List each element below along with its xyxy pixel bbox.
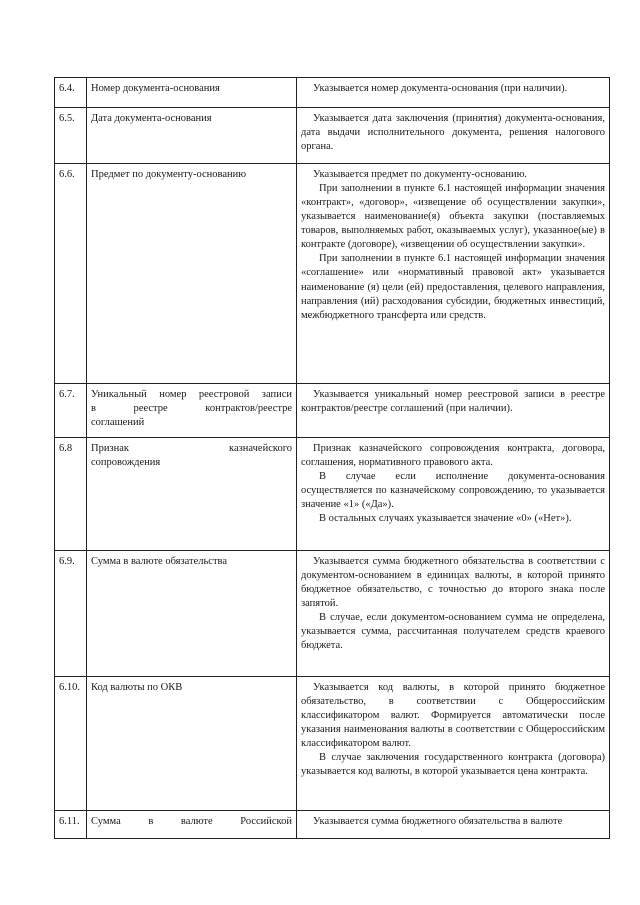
row-number: 6.6. <box>55 164 87 384</box>
field-description <box>297 384 610 438</box>
field-description <box>297 811 610 839</box>
row-number: 6.9. <box>55 551 87 677</box>
table-row <box>55 438 610 551</box>
field-name-line: соглашений <box>91 417 145 429</box>
description-paragraph: При заполнении в пункте 6.1 настоящей информации значения «соглашение» или «нормативный правовой акт» указывается наименование (я) цели (ей) предоставления, целевого направления, направления (ий) расходования субсидии, бюджетных инвестиций, межбюджетного трансферта или средств. <box>301 253 605 321</box>
description-paragraph: Указывается дата заключения (принятия) документа-основания, дата выдачи исполнительного документа, решения налогового органа. <box>301 113 605 153</box>
table-row <box>55 108 610 164</box>
description-paragraph: При заполнении в пункте 6.1 настоящей информации значения «контракт», «договор», «извещение об осуществлении закупки», указывается наименование(я) объекта закупки (поставляемых товаров, выполняемых работ, оказываемых услуг), указанное(ые) в контракте (договоре), «извещении об осуществлении закупки». <box>301 183 605 251</box>
field-name <box>87 438 297 551</box>
description-paragraph: Признак казначейского сопровождения контракта, договора, соглашения, нормативного правового акта. <box>301 443 605 469</box>
row-number: 6.8 <box>55 438 87 551</box>
description-paragraph: В остальных случаях указывается значение «0» («Нет»). <box>319 513 572 525</box>
field-name <box>87 811 297 839</box>
row-number: 6.5. <box>55 108 87 164</box>
description-paragraph: В случае если исполнение документа-основания осуществляется по казначейскому сопровождению, то указывается значение «1» («Да»). <box>301 471 605 511</box>
field-description <box>297 164 610 384</box>
field-name: Номер документа-основания <box>87 78 297 108</box>
field-description <box>297 78 610 108</box>
table-row <box>55 384 610 438</box>
field-description <box>297 551 610 677</box>
row-number: 6.11. <box>55 811 87 839</box>
table-row <box>55 78 610 108</box>
field-name-line: сопровождения <box>91 457 161 469</box>
field-description-table <box>54 77 610 839</box>
row-number: 6.4. <box>55 78 87 108</box>
table-row <box>55 677 610 811</box>
description-paragraph: Указывается предмет по документу-основанию. <box>313 169 528 180</box>
description-paragraph: Указывается сумма бюджетного обязательства в валюте <box>313 816 563 827</box>
field-name-line: в реестре контрактов/реестре <box>91 403 292 415</box>
field-name: Дата документа-основания <box>87 108 297 164</box>
description-paragraph: В случае, если документом-основанием сумма не определена, указывается сумма, рассчитанная получателем средств краевого бюджета. <box>301 612 605 652</box>
field-name: Сумма в валюте обязательства <box>87 551 297 677</box>
field-description <box>297 108 610 164</box>
field-name: Предмет по документу-основанию <box>87 164 297 384</box>
field-name-line: Признак казначейского <box>91 443 292 454</box>
field-name: Код валюты по ОКВ <box>87 677 297 811</box>
description-paragraph: Указывается уникальный номер реестровой записи в реестре контрактов/реестре соглашений (при наличии). <box>301 389 605 415</box>
table-row <box>55 551 610 677</box>
row-number: 6.10. <box>55 677 87 811</box>
description-paragraph: Указывается код валюты, в которой принято бюджетное обязательство, в соответствии с Общероссийским классификатором валют. Формируется автоматически после указания наименования валюты в соответствии с Общероссийским классификатором валют. <box>301 682 605 750</box>
row-number: 6.7. <box>55 384 87 438</box>
table-row <box>55 811 610 839</box>
description-paragraph: Указывается номер документа-основания (при наличии). <box>313 83 568 94</box>
field-description <box>297 677 610 811</box>
description-paragraph: Указывается сумма бюджетного обязательства в соответствии с документом-основанием в единицах валюты, в которой принято бюджетное обязательство, с точностью до второго знака после запятой. <box>301 556 605 610</box>
field-name <box>87 384 297 438</box>
field-description <box>297 438 610 551</box>
description-paragraph: В случае заключения государственного контракта (договора) указывается код валюты, в которой указывается цена контракта. <box>301 752 605 778</box>
table-row <box>55 164 610 384</box>
field-name-line: Уникальный номер реестровой записи <box>91 389 292 400</box>
field-name-line: Сумма в валюте Российской <box>91 816 292 827</box>
